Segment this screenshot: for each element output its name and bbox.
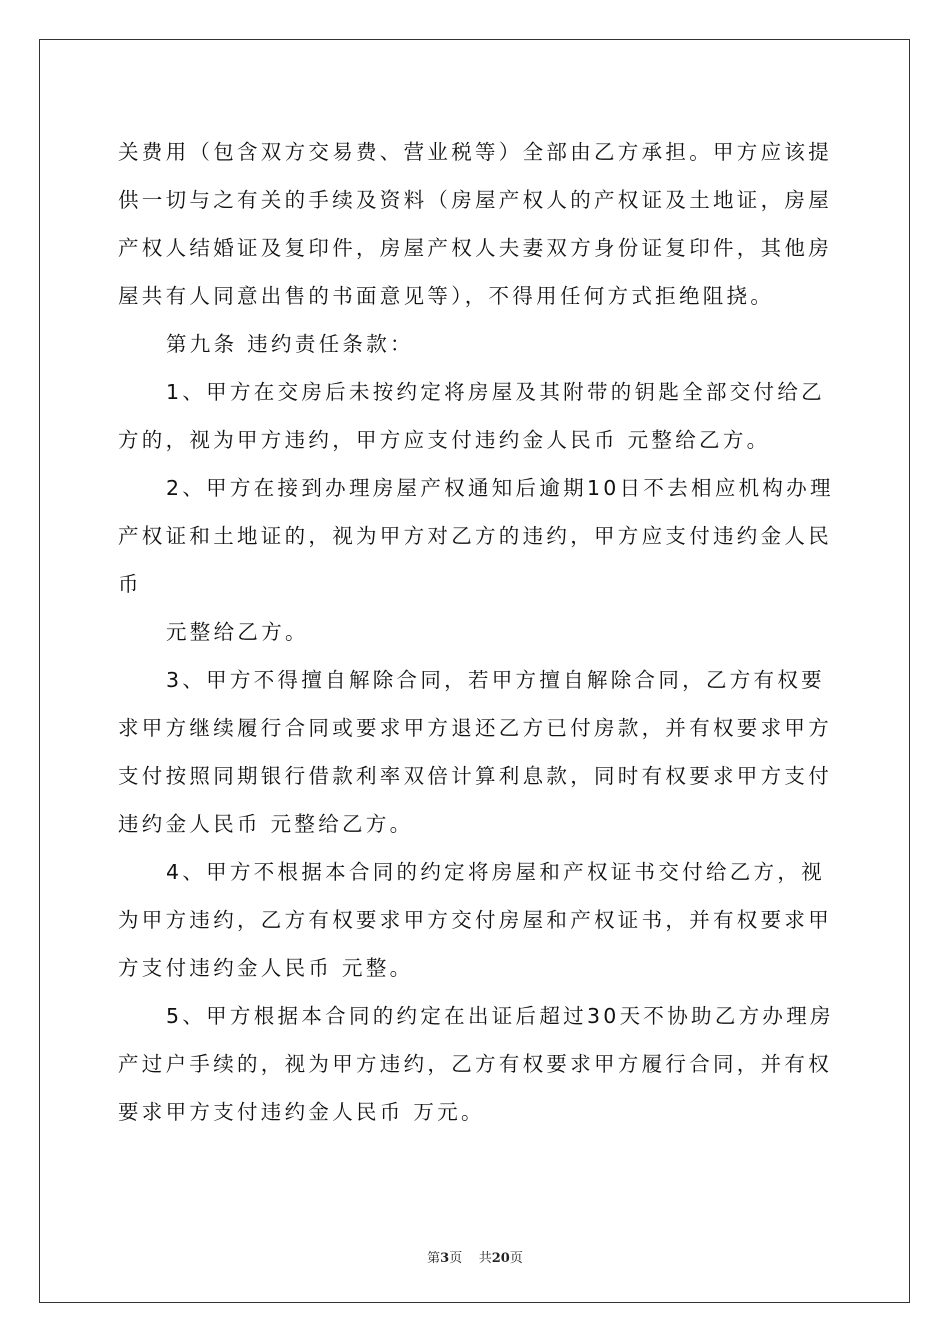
text-line: 关费用（包含双方交易费、营业税等）全部由乙方承担。甲方应该提 (118, 140, 832, 164)
footer-total-prefix: 共 (478, 1251, 492, 1266)
text-line: 方的，视为甲方违约，甲方应支付违约金人民币 元整给乙方。 (118, 428, 771, 452)
text-line: 违约金人民币 元整给乙方。 (118, 812, 414, 836)
text-line: 5、甲方根据本合同的约定在出证后超过30天不协助乙方办理房 (166, 1004, 834, 1028)
text-line: 元整给乙方。 (166, 620, 309, 644)
text-line: 要求甲方支付违约金人民币 万元。 (118, 1100, 485, 1124)
footer-page-prefix: 第 (427, 1251, 441, 1266)
text-line: 1、甲方在交房后未按约定将房屋及其附带的钥匙全部交付给乙 (166, 380, 825, 404)
text-line: 为甲方违约，乙方有权要求甲方交付房屋和产权证书，并有权要求甲 (118, 908, 832, 932)
text-line: 4、甲方不根据本合同的约定将房屋和产权证书交付给乙方，视 (166, 860, 825, 884)
text-line: 求甲方继续履行合同或要求甲方退还乙方已付房款，并有权要求甲方 (118, 716, 832, 740)
text-line: 支付按照同期银行借款利率双倍计算利息款，同时有权要求甲方支付 (118, 764, 832, 788)
text-line: 屋共有人同意出售的书面意见等），不得用任何方式拒绝阻挠。 (118, 284, 775, 308)
footer-page-suffix: 页 (449, 1251, 463, 1266)
text-line: 产过户手续的，视为甲方违约，乙方有权要求甲方履行合同，并有权 (118, 1052, 832, 1076)
text-line: 2、甲方在接到办理房屋产权通知后逾期10日不去相应机构办理 (166, 476, 834, 500)
current-page-number: 3 (440, 1251, 450, 1266)
document-body (118, 128, 834, 1136)
total-pages-number: 20 (491, 1251, 510, 1266)
text-line: 3、甲方不得擅自解除合同，若甲方擅自解除合同，乙方有权要 (166, 668, 825, 692)
page-footer (0, 1247, 950, 1266)
text-line: 币 (118, 572, 142, 596)
text-line: 供一切与之有关的手续及资料（房屋产权人的产权证及土地证，房屋 (118, 188, 832, 212)
text-line: 产权人结婚证及复印件，房屋产权人夫妻双方身份证复印件，其他房 (118, 236, 832, 260)
text-line: 产权证和土地证的，视为甲方对乙方的违约，甲方应支付违约金人民 (118, 524, 832, 548)
footer-total-suffix: 页 (509, 1251, 523, 1266)
section-heading: 第九条 违约责任条款： (166, 332, 414, 356)
text-line: 方支付违约金人民币 元整。 (118, 956, 414, 980)
